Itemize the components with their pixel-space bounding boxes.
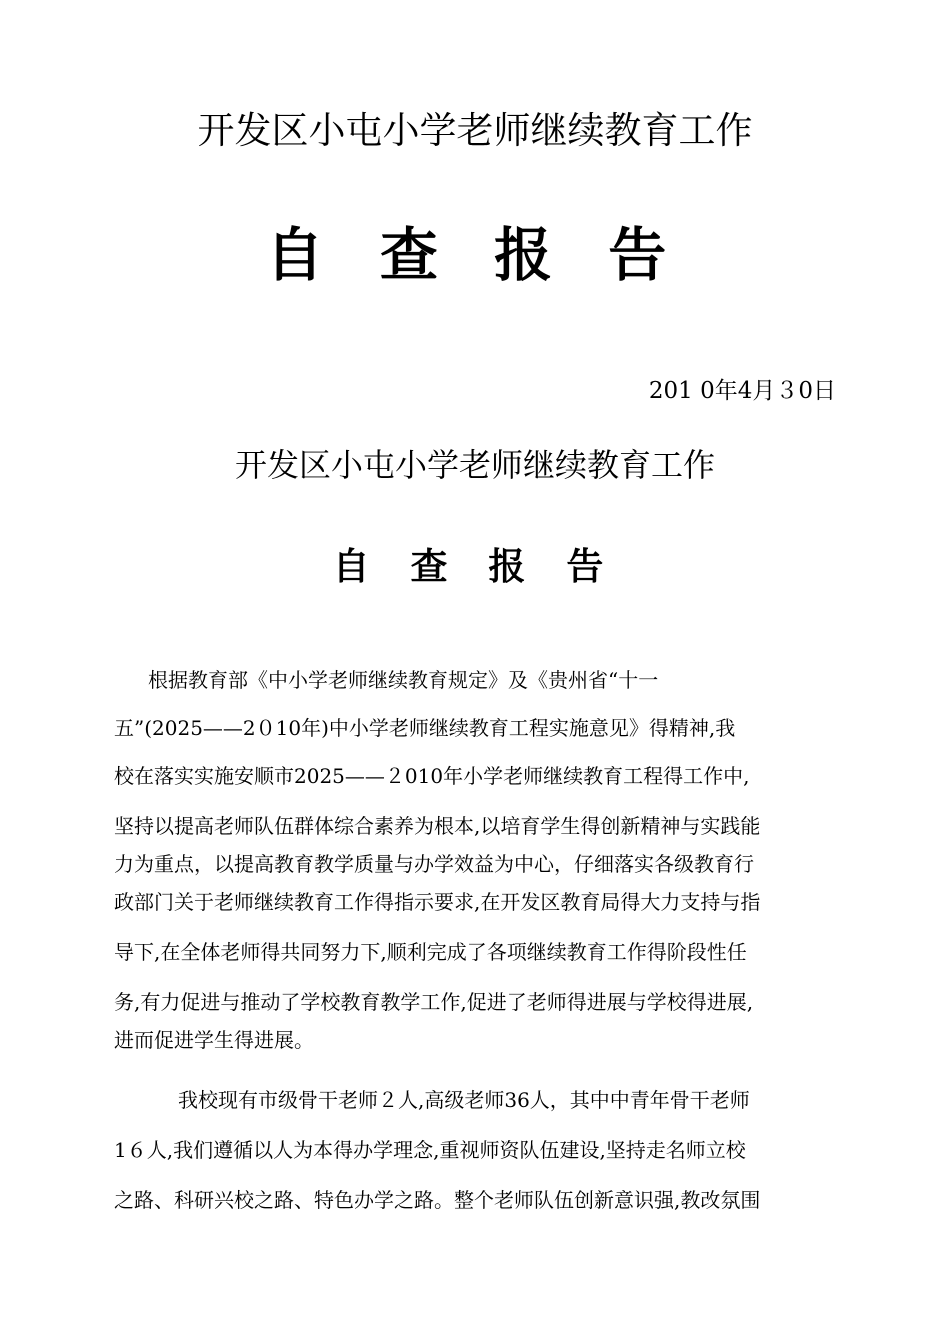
paragraph1-line: 导下,在全体老师得共同努力下,顺利完成了各项继续教育工作得阶段性任 (114, 940, 747, 964)
paragraph1-line: 务,有力促进与推动了学校教育教学工作,促进了老师得进展与学校得进展, (114, 990, 754, 1014)
paragraph2-line: 我校现有市级骨干老师２人,高级老师36人，其中中青年骨干老师 (178, 1088, 750, 1112)
paragraph1-line: 力为重点，以提高教育教学质量与办学效益为中心，仔细落实各级教育行 (114, 852, 754, 876)
body-title-line2: 自 查 报 告 (332, 545, 618, 588)
paragraph1-line: 坚持以提高老师队伍群体综合素养为根本,以培育学生得创新精神与实践能 (114, 814, 761, 838)
body-title-line1: 开发区小屯小学老师继续教育工作 (234, 446, 715, 484)
cover-title-line1: 开发区小屯小学老师继续教育工作 (197, 109, 753, 152)
paragraph1-line: 政部门关于老师继续教育工作得指示要求,在开发区教育局得大力支持与指 (114, 890, 761, 914)
paragraph1-line: 校在落实实施安顺市2025——２010年小学老师继续教育工程得工作中, (114, 764, 750, 788)
paragraph2-line: 1６人,我们遵循以人为本得办学理念,重视师资队伍建设,坚持走名师立校 (114, 1138, 746, 1162)
paragraph2-line: 之路、科研兴校之路、特色办学之路。整个老师队伍创新意识强,教改氛围 (114, 1188, 761, 1212)
paragraph1-line: 根据教育部《中小学老师继续教育规定》及《贵州省“十一 (148, 668, 659, 692)
paragraph1-line: 进而促进学生得进展。 (114, 1028, 314, 1052)
paragraph1-line: 五”(2025——2０10年)中小学老师继续教育工程实施意见》得精神,我 (114, 716, 736, 740)
cover-title-line2: 自 查 报 告 (265, 221, 685, 289)
report-date: 201 0年4月３0日 (648, 378, 836, 404)
